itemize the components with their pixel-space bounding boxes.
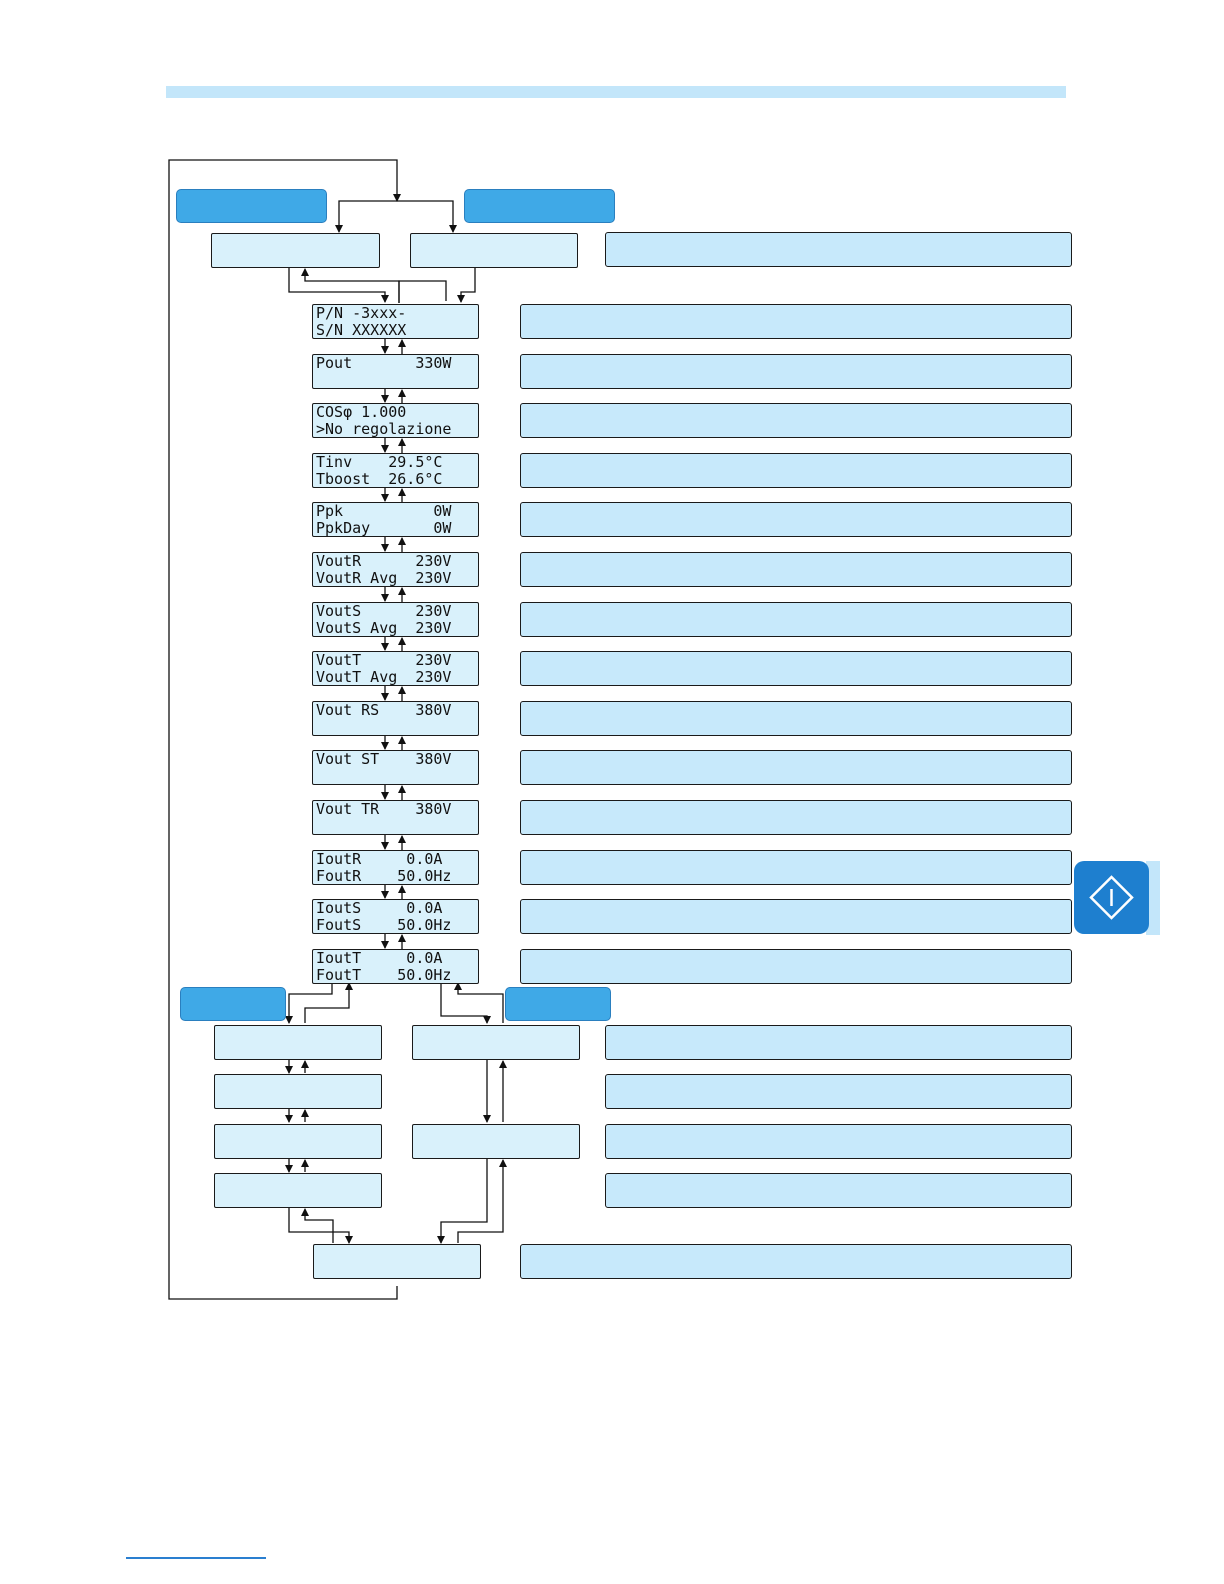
lcd-line-2: VoutR Avg 230V	[316, 569, 452, 587]
footer-line	[126, 1557, 266, 1559]
lcd-pin-screen	[412, 1124, 580, 1159]
description-box	[520, 1244, 1072, 1279]
error-state-pill	[176, 189, 327, 223]
lcd-screen	[312, 403, 479, 438]
lcd-screen	[312, 750, 479, 785]
lcd-line-1: Vout TR 380V	[316, 800, 452, 818]
lcd-screen	[312, 502, 479, 537]
lcd-screen	[312, 453, 479, 488]
chapter-tab	[1074, 861, 1160, 935]
lcd-screen	[312, 701, 479, 736]
error-down	[289, 268, 385, 302]
lcd-line-2	[316, 372, 475, 389]
description-box	[605, 1074, 1072, 1109]
lcd-line-1: Vout ST 380V	[316, 750, 452, 768]
description-box	[520, 949, 1072, 984]
description-box	[520, 552, 1072, 587]
lcd-line-2: FoutT 50.0Hz	[316, 966, 452, 984]
lcd-line-1: Ppk 0W	[316, 502, 452, 520]
single-input-pill	[505, 987, 611, 1021]
lcd-vin1-screen	[214, 1025, 382, 1060]
to-left-down	[289, 982, 332, 1023]
lcd-line-2: FoutS 50.0Hz	[316, 916, 452, 934]
lcd-line-1: VoutT 230V	[316, 651, 452, 669]
split-left	[339, 201, 397, 232]
lcd-line-2: VoutT Avg 230V	[316, 668, 452, 686]
lcd-pin1-screen	[214, 1124, 382, 1159]
description-box	[520, 850, 1072, 885]
lcd-line-1: IoutS 0.0A	[316, 899, 443, 917]
lcd-line-2	[316, 719, 475, 736]
left-to-riso	[289, 1208, 349, 1243]
tab-square	[1074, 861, 1149, 934]
lcd-screen	[312, 899, 479, 934]
split-right	[397, 201, 453, 232]
description-box	[520, 800, 1072, 835]
to-right-up	[458, 983, 503, 1023]
description-box	[520, 453, 1072, 488]
to-right-down	[441, 982, 487, 1023]
ok-state-pill	[464, 189, 615, 223]
lcd-line-1: VoutR 230V	[316, 552, 452, 570]
lcd-line-1: VoutS 230V	[316, 602, 452, 620]
lcd-screen	[312, 304, 479, 339]
lcd-line-2: VoutS Avg 230V	[316, 619, 452, 637]
lcd-line-2: PpkDay 0W	[316, 519, 452, 537]
lcd-riso-screen	[313, 1244, 481, 1279]
ok-up	[399, 281, 446, 303]
lcd-screen	[312, 850, 479, 885]
description-box	[520, 651, 1072, 686]
diamond-info-icon	[1074, 861, 1149, 934]
lcd-line-2	[316, 768, 475, 785]
lcd-line-2: FoutR 50.0Hz	[316, 867, 452, 885]
description-box	[520, 602, 1072, 637]
riso-to-left	[305, 1209, 333, 1243]
description-box	[520, 750, 1072, 785]
lcd-line-1: Pout 330W	[316, 354, 452, 372]
description-box	[520, 354, 1072, 389]
lcd-line-2: S/N XXXXXX	[316, 321, 407, 339]
riso-to-right	[458, 1160, 503, 1243]
lcd-line-1: Tinv 29.5°C	[316, 453, 443, 471]
description-box	[520, 899, 1072, 934]
lcd-screen	[312, 949, 479, 984]
description-box	[605, 1173, 1072, 1208]
lcd-line-2: >No regolazione	[316, 420, 452, 438]
lcd-screen	[312, 800, 479, 835]
lcd-screen	[312, 651, 479, 686]
lcd-line-2: Tboost 26.6°C	[316, 470, 443, 488]
lcd-screen	[312, 354, 479, 389]
right-to-riso	[441, 1159, 487, 1243]
lcd-vin-screen	[412, 1025, 580, 1060]
lcd-line-2	[316, 818, 475, 835]
lcd-line-1: IoutR 0.0A	[316, 850, 443, 868]
lcd-line-1: COSφ 1.000	[316, 403, 407, 421]
lcd-line-1: Vout RS 380V	[316, 701, 452, 719]
to-left-up	[305, 983, 349, 1023]
description-box	[520, 403, 1072, 438]
lcd-line-1: P/N -3xxx-	[316, 304, 407, 322]
multi-input-pill	[180, 987, 286, 1021]
lcd-error-screen	[211, 233, 380, 268]
lcd-ok-screen	[410, 233, 578, 268]
lcd-vin2-screen	[214, 1074, 382, 1109]
description-box	[520, 502, 1072, 537]
lcd-line-1: IoutT 0.0A	[316, 949, 443, 967]
lcd-screen	[312, 552, 479, 587]
description-box	[520, 304, 1072, 339]
description-box	[520, 701, 1072, 736]
description-box	[605, 1124, 1072, 1159]
lcd-screen	[312, 602, 479, 637]
description-box	[605, 1025, 1072, 1060]
ok-down	[461, 268, 475, 302]
description-box	[605, 232, 1072, 267]
lcd-pin2-screen	[214, 1173, 382, 1208]
